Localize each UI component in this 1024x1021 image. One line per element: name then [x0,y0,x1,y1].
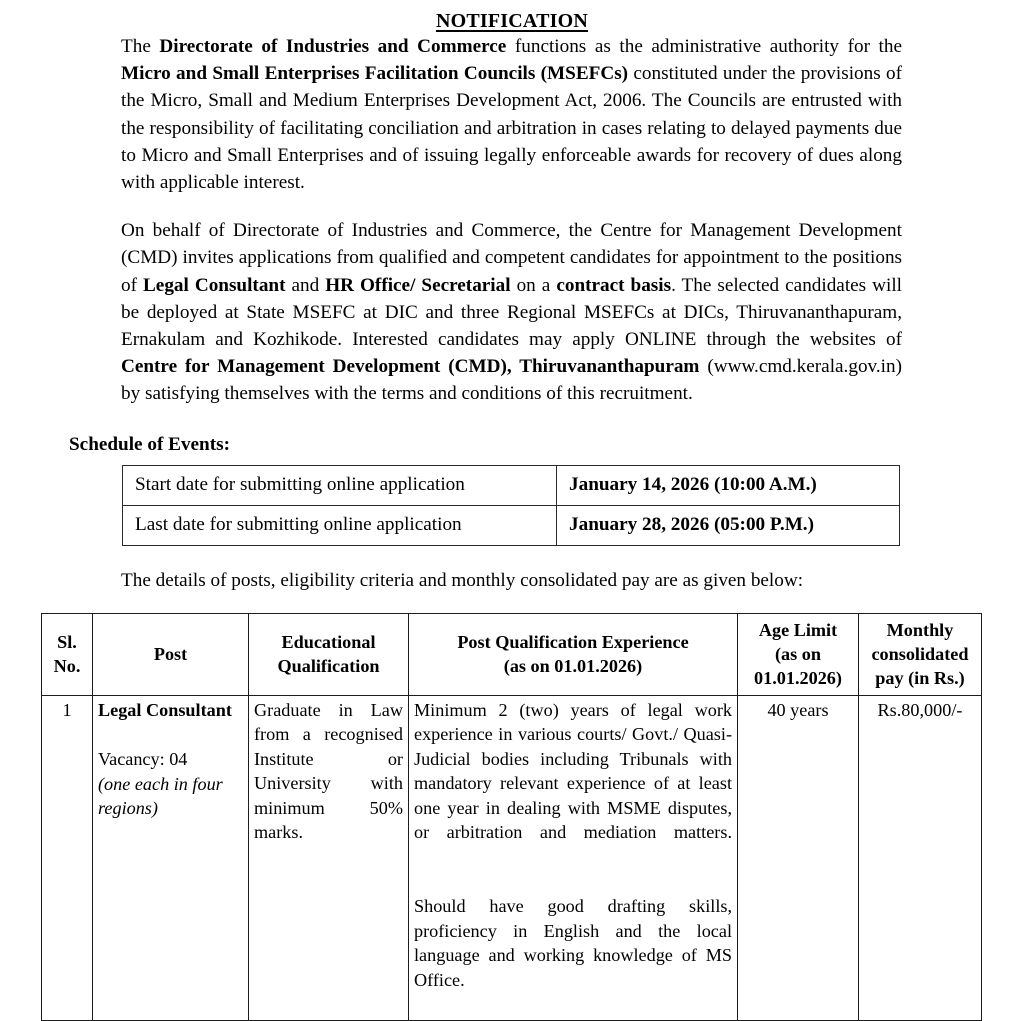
header-line: pay (in Rs.) [875,667,965,688]
page-title-text: NOTIFICATION [435,10,589,32]
details-intro-line: The details of posts, eligibility criteria and monthly consolidated pay are as given below: [121,569,804,591]
header-line: consolidated [871,643,969,664]
text-run: on a [510,274,557,296]
text-run: constituted under the provisions of the Micro, Small and Medium Enterprises Development Act, 2006. The Councils are entrusted with the responsibility of facilitating conciliation and arbitration in cases relating to delayed payments due to Micro and Small Enterprises and of issuing legally enforceable awards for recovery of dues along with applicable interest. [121,63,902,194]
header-line: 01.01.2026) [754,667,842,688]
cell-post [93,695,249,1020]
column-header-monthly-pay [859,613,982,695]
text-run: and [285,274,326,296]
header-line: (as on 01.01.2026) [503,655,643,676]
schedule-table-body [123,465,900,545]
schedule-start-label: Start date for submitting online application [123,465,557,505]
document-page [0,10,1024,997]
text-run: Legal Consultant [143,274,286,296]
experience-block-2 [414,894,732,1017]
table-row [42,695,982,1020]
document-body [121,33,902,408]
schedule-start-value: January 14, 2026 (10:00 A.M.) [557,465,900,505]
text-run: . The selected candidates will be deployed at State MSEFC at DIC and three Regional MSEFCs at DICs, Thiruvananthapuram, Ernakulam and Kozhikode. Interested candidates may apply ONLINE through the websites of [121,274,903,351]
details-table-body [42,695,982,1020]
text-run: Micro and Small Enterprises Facilitation Councils (MSEFCs) [121,63,629,85]
table-header-row [42,613,982,695]
experience-text-1: Minimum 2 (two) years of legal work experience in various courts/ Govt./ Quasi-Judicial bodies including Tribunals with mandatory relevant experience of at least one year in dealing with MSME disputes, or arbitration and mediation matters. [414,699,732,843]
experience-text-2: Should have good drafting skills, proficiency in English and the local language and working knowledge of MS Office. [414,896,732,990]
text-run: The [121,36,160,57]
text-run: functions as the administrative authority for the [506,36,902,57]
header-line: Sl. [57,631,77,652]
text-run: (www.cmd.kerala.gov.in) by satisfying themselves with the terms and conditions of this recruitment. [121,356,902,405]
column-header-sl-no [42,613,93,695]
column-header-educational-qualification [249,613,409,695]
header-line: Qualification [277,655,380,676]
text-run: Centre for Management Development (CMD), Thiruvananthapuram [121,356,700,378]
post-vacancy-note: (one each in four regions) [98,773,223,819]
header-line: Age Limit [758,619,838,640]
column-header-post [93,613,249,695]
cell-sl-no: 1 [42,695,93,1020]
column-header-post-qualification-experience [409,613,738,695]
header-line: Post Qualification Experience [457,631,689,652]
header-line: No. [53,655,81,676]
cell-monthly-pay: Rs.80,000/- [859,695,982,1020]
page-title [0,10,1024,33]
header-line: Educational [281,631,376,652]
text-run: contract basis [556,274,672,296]
text-run: HR Office/ Secretarial [325,274,511,296]
text-run: Directorate of Industries and Commerce [159,36,507,57]
details-intro-wrap [121,567,902,594]
details-table-wrap [41,613,1024,1021]
post-vacancy: Vacancy: 04 [98,749,188,770]
header-line: (as on [775,643,821,664]
cell-educational-qualification [249,695,409,1020]
text-run: On behalf of Directorate of Industries and Commerce, the Centre for Management Development (CMD) invites applications from qualified and competent candidates for appointment to the positions of [121,220,902,296]
header-line: Monthly [886,619,954,640]
schedule-of-events-heading: Schedule of Events: [69,433,230,455]
cell-age-limit: 40 years [738,695,859,1020]
details-table-head [42,613,982,695]
paragraph-1 [121,33,902,196]
experience-block-1 [414,698,732,870]
schedule-last-value: January 28, 2026 (05:00 P.M.) [557,505,900,545]
post-details-table [41,613,982,1021]
post-name: Legal Consultant [98,699,232,720]
header-line: Post [153,643,188,664]
table-row [123,465,900,505]
cell-post-qualification-experience [409,695,738,1020]
schedule-last-label: Last date for submitting online application [123,505,557,545]
education-text: Graduate in Law from a recognised Institute or University with minimum 50% marks. [254,699,403,843]
column-header-age-limit [738,613,859,695]
schedule-of-events-table [122,465,900,546]
table-row [123,505,900,545]
paragraph-2 [121,217,902,407]
